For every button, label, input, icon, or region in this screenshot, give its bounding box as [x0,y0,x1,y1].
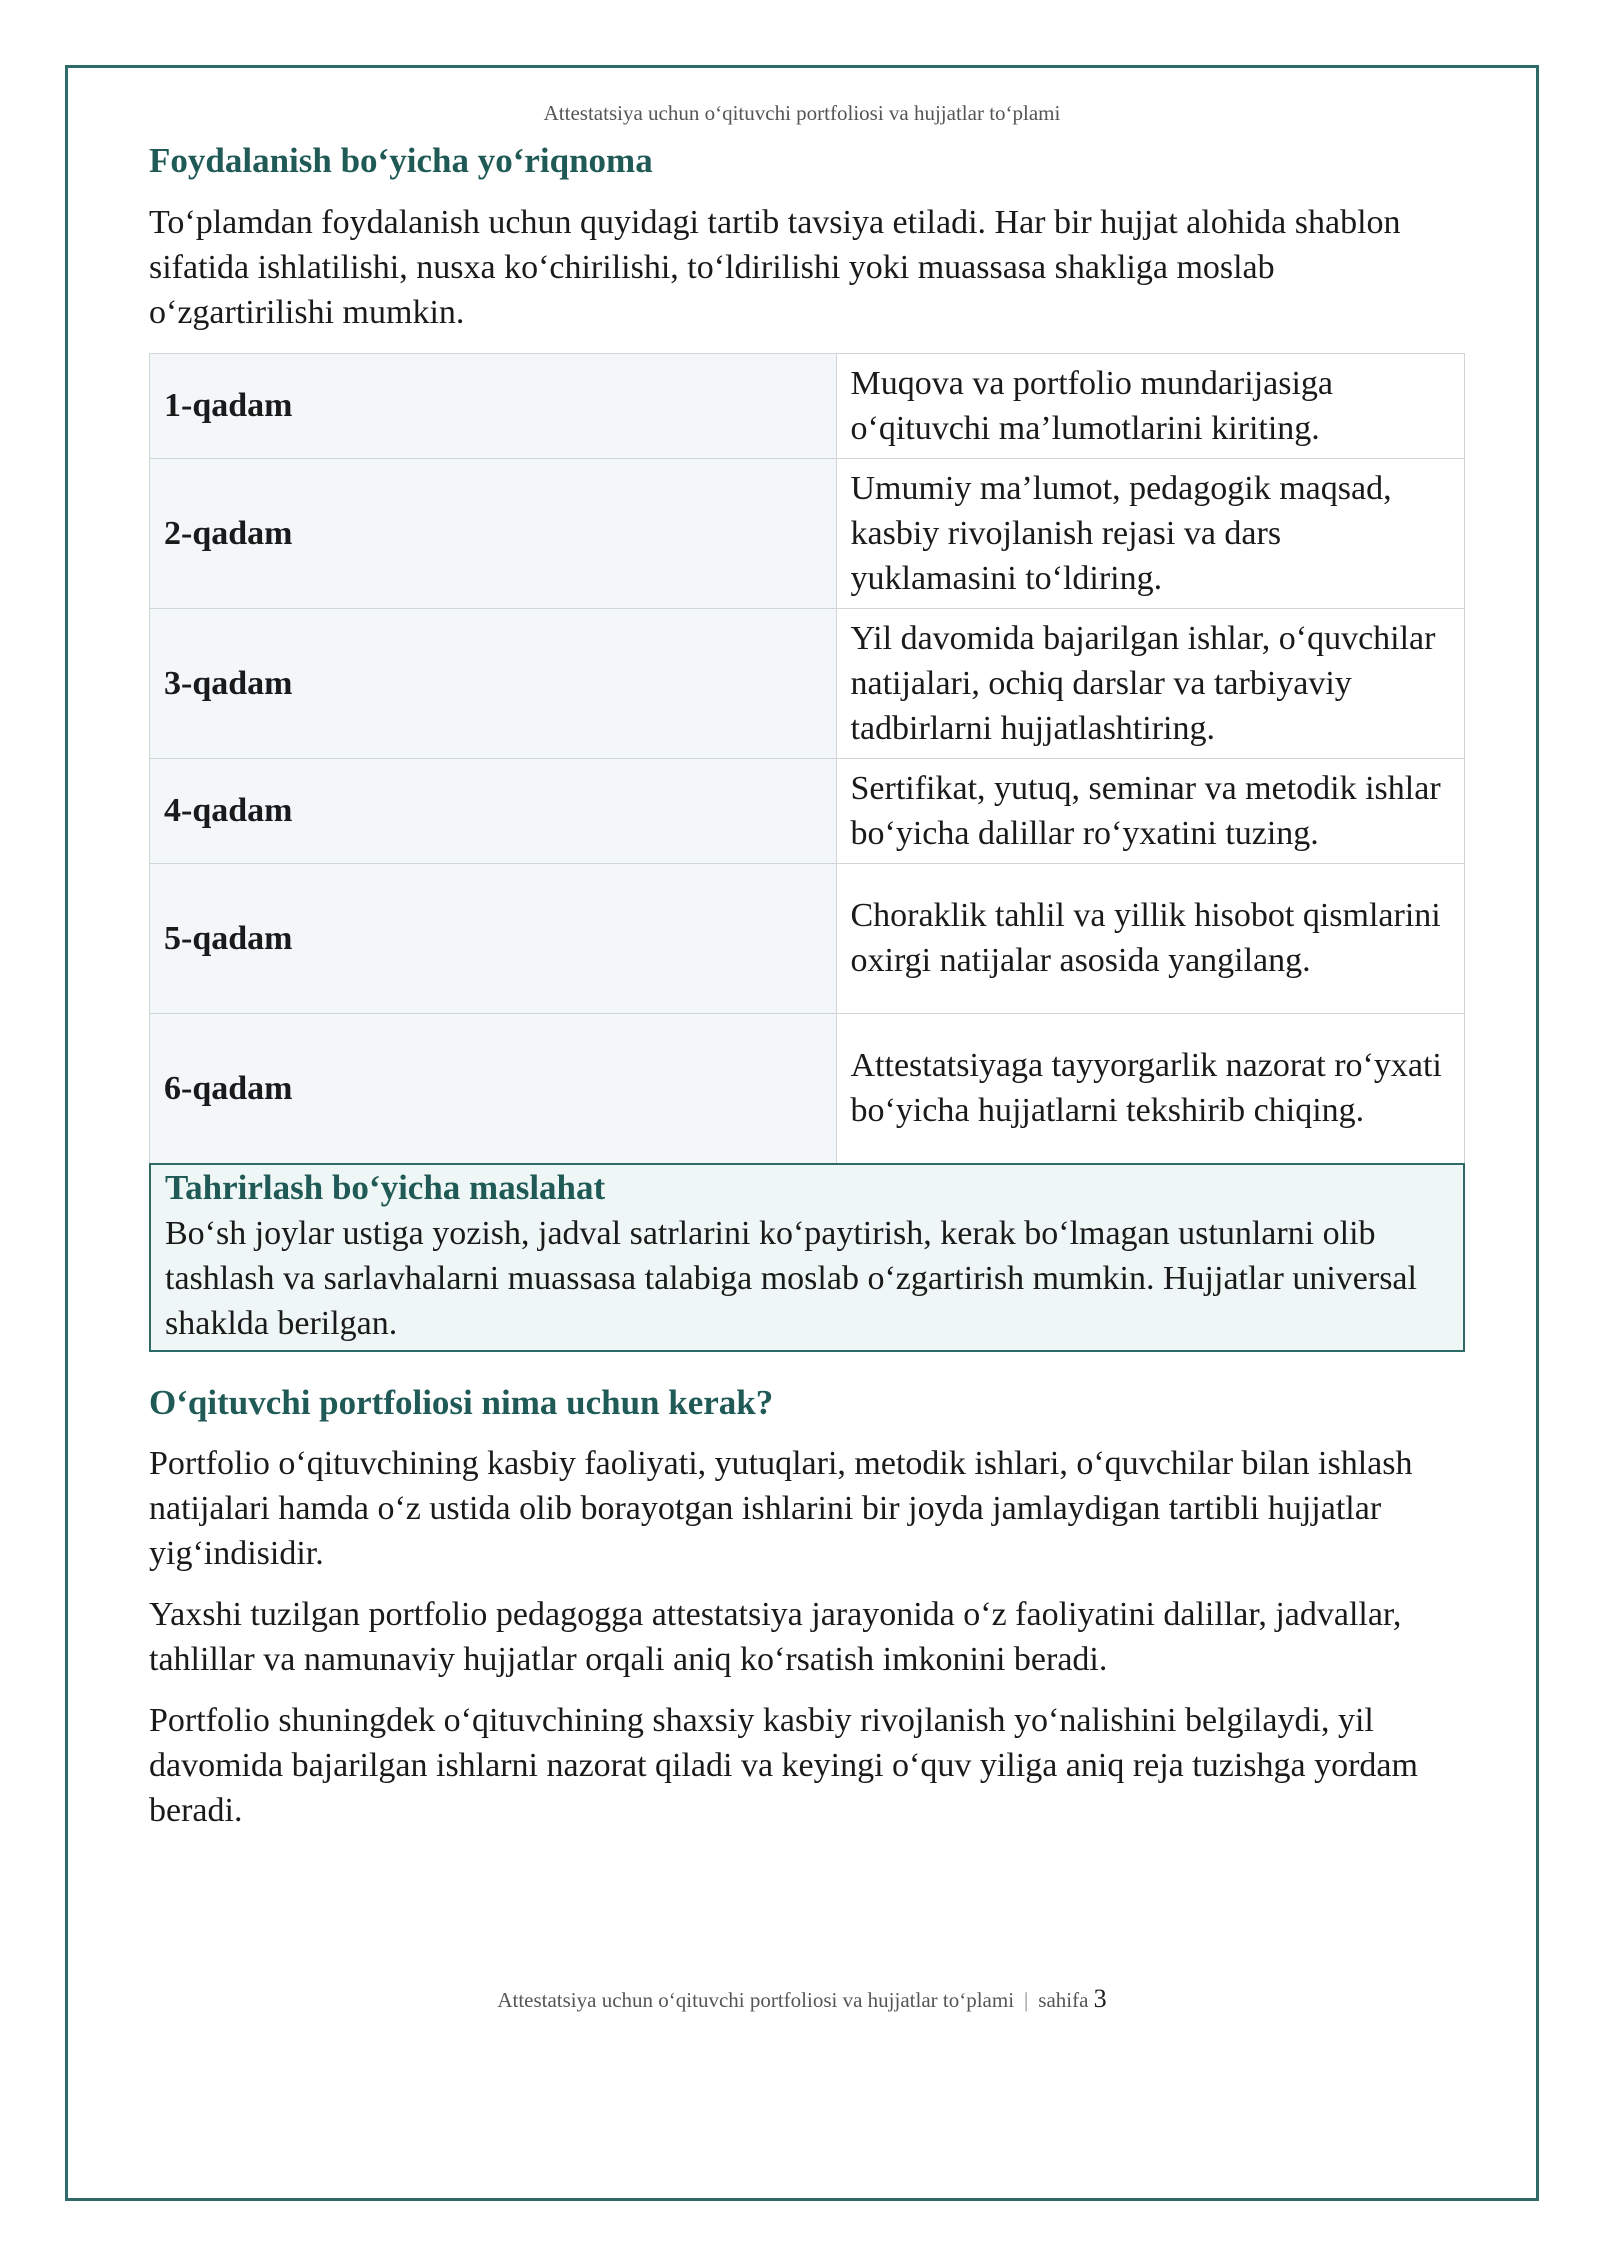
table-row [150,458,1465,608]
step-description: Attestatsiyaga tayyorgarlik nazorat ro‘yxati bo‘yicha hujjatlarni tekshirib chiqing. [836,1013,1465,1163]
step-label: 4-qadam [150,758,837,863]
tip-title: Tahrirlash bo‘yicha maslahat [165,1167,606,1207]
steps-table [149,353,1465,1164]
guide-intro: To‘plamdan foydalanish uchun quyidagi tartib tavsiya etiladi. Har bir hujjat alohida shablon sifatida ishlatilishi, nusxa ko‘chirilishi, to‘ldirilishi yoki muassasa shakliga moslab o‘zgartirilishi mumkin. [149,203,1401,331]
step-description: Choraklik tahlil va yillik hisobot qismlarini oxirgi natijalar asosida yangilang. [836,863,1465,1013]
table-row [150,353,1465,458]
guide-title: Foydalanish bo‘yicha yo‘riqnoma [149,141,653,180]
why-title: O‘qituvchi portfoliosi nima uchun kerak? [149,1382,774,1422]
editing-tip-box [149,1163,1465,1352]
step-label: 5-qadam [150,863,837,1013]
table-row [150,608,1465,758]
step-label: 2-qadam [150,458,837,608]
running-footer [68,1984,1536,2014]
step-label: 6-qadam [150,1013,837,1163]
step-label: 3-qadam [150,608,837,758]
why-paragraph: Portfolio shuningdek o‘qituvchining shaxsiy kasbiy rivojlanish yo‘nalishini belgilaydi, yil davomida bajarilgan ishlarni nazorat qiladi va keyingi o‘quv yiliga aniq reja tuzishga yordam beradi. [149,1702,1418,1829]
running-header: Attestatsiya uchun o‘qituvchi portfoliosi va hujjatlar to‘plami [543,101,1061,125]
step-description: Yil davomida bajarilgan ishlar, o‘quvchilar natijalari, ochiq darslar va tarbiyaviy tadbirlarni hujjatlashtiring. [836,608,1465,758]
table-row [150,758,1465,863]
step-description: Sertifikat, yutuq, seminar va metodik ishlar bo‘yicha dalillar ro‘yxatini tuzing. [836,758,1465,863]
footer-separator: | [1024,1988,1029,2012]
footer-page-label: sahifa [1038,1988,1089,2012]
page-number: 3 [1093,1984,1107,2013]
why-paragraph: Yaxshi tuzilgan portfolio pedagogga attestatsiya jarayonida o‘z faoliyatini dalillar, jadvallar, tahlillar va namunaviy hujjatlar orqali aniq ko‘rsatish imkonini beradi. [149,1596,1402,1678]
step-description: Umumiy ma’lumot, pedagogik maqsad, kasbiy rivojlanish rejasi va dars yuklamasini to‘ldiring. [836,458,1465,608]
table-row [150,1013,1465,1163]
why-paragraph: Portfolio o‘qituvchining kasbiy faoliyati, yutuqlari, metodik ishlari, o‘quvchilar bilan ishlash natijalari hamda o‘z ustida olib borayotgan ishlarini bir joyda jamlaydigan tartibli hujjatlar yig‘indisidir. [149,1445,1413,1572]
page-content [149,138,1465,1833]
step-description: Muqova va portfolio mundarijasiga o‘qituvchi ma’lumotlarini kiriting. [836,353,1465,458]
footer-title: Attestatsiya uchun o‘qituvchi portfoliosi va hujjatlar to‘plami [497,1988,1015,2012]
tip-text: Bo‘sh joylar ustiga yozish, jadval satrlarini ko‘paytirish, kerak bo‘lmagan ustunlarni olib tashlash va sarlavhalarni muassasa talabiga moslab o‘zgartirish mumkin. Hujjatlar universal shaklda berilgan. [165,1214,1417,1342]
step-label: 1-qadam [150,353,837,458]
page-frame [65,65,1539,2201]
table-row [150,863,1465,1013]
